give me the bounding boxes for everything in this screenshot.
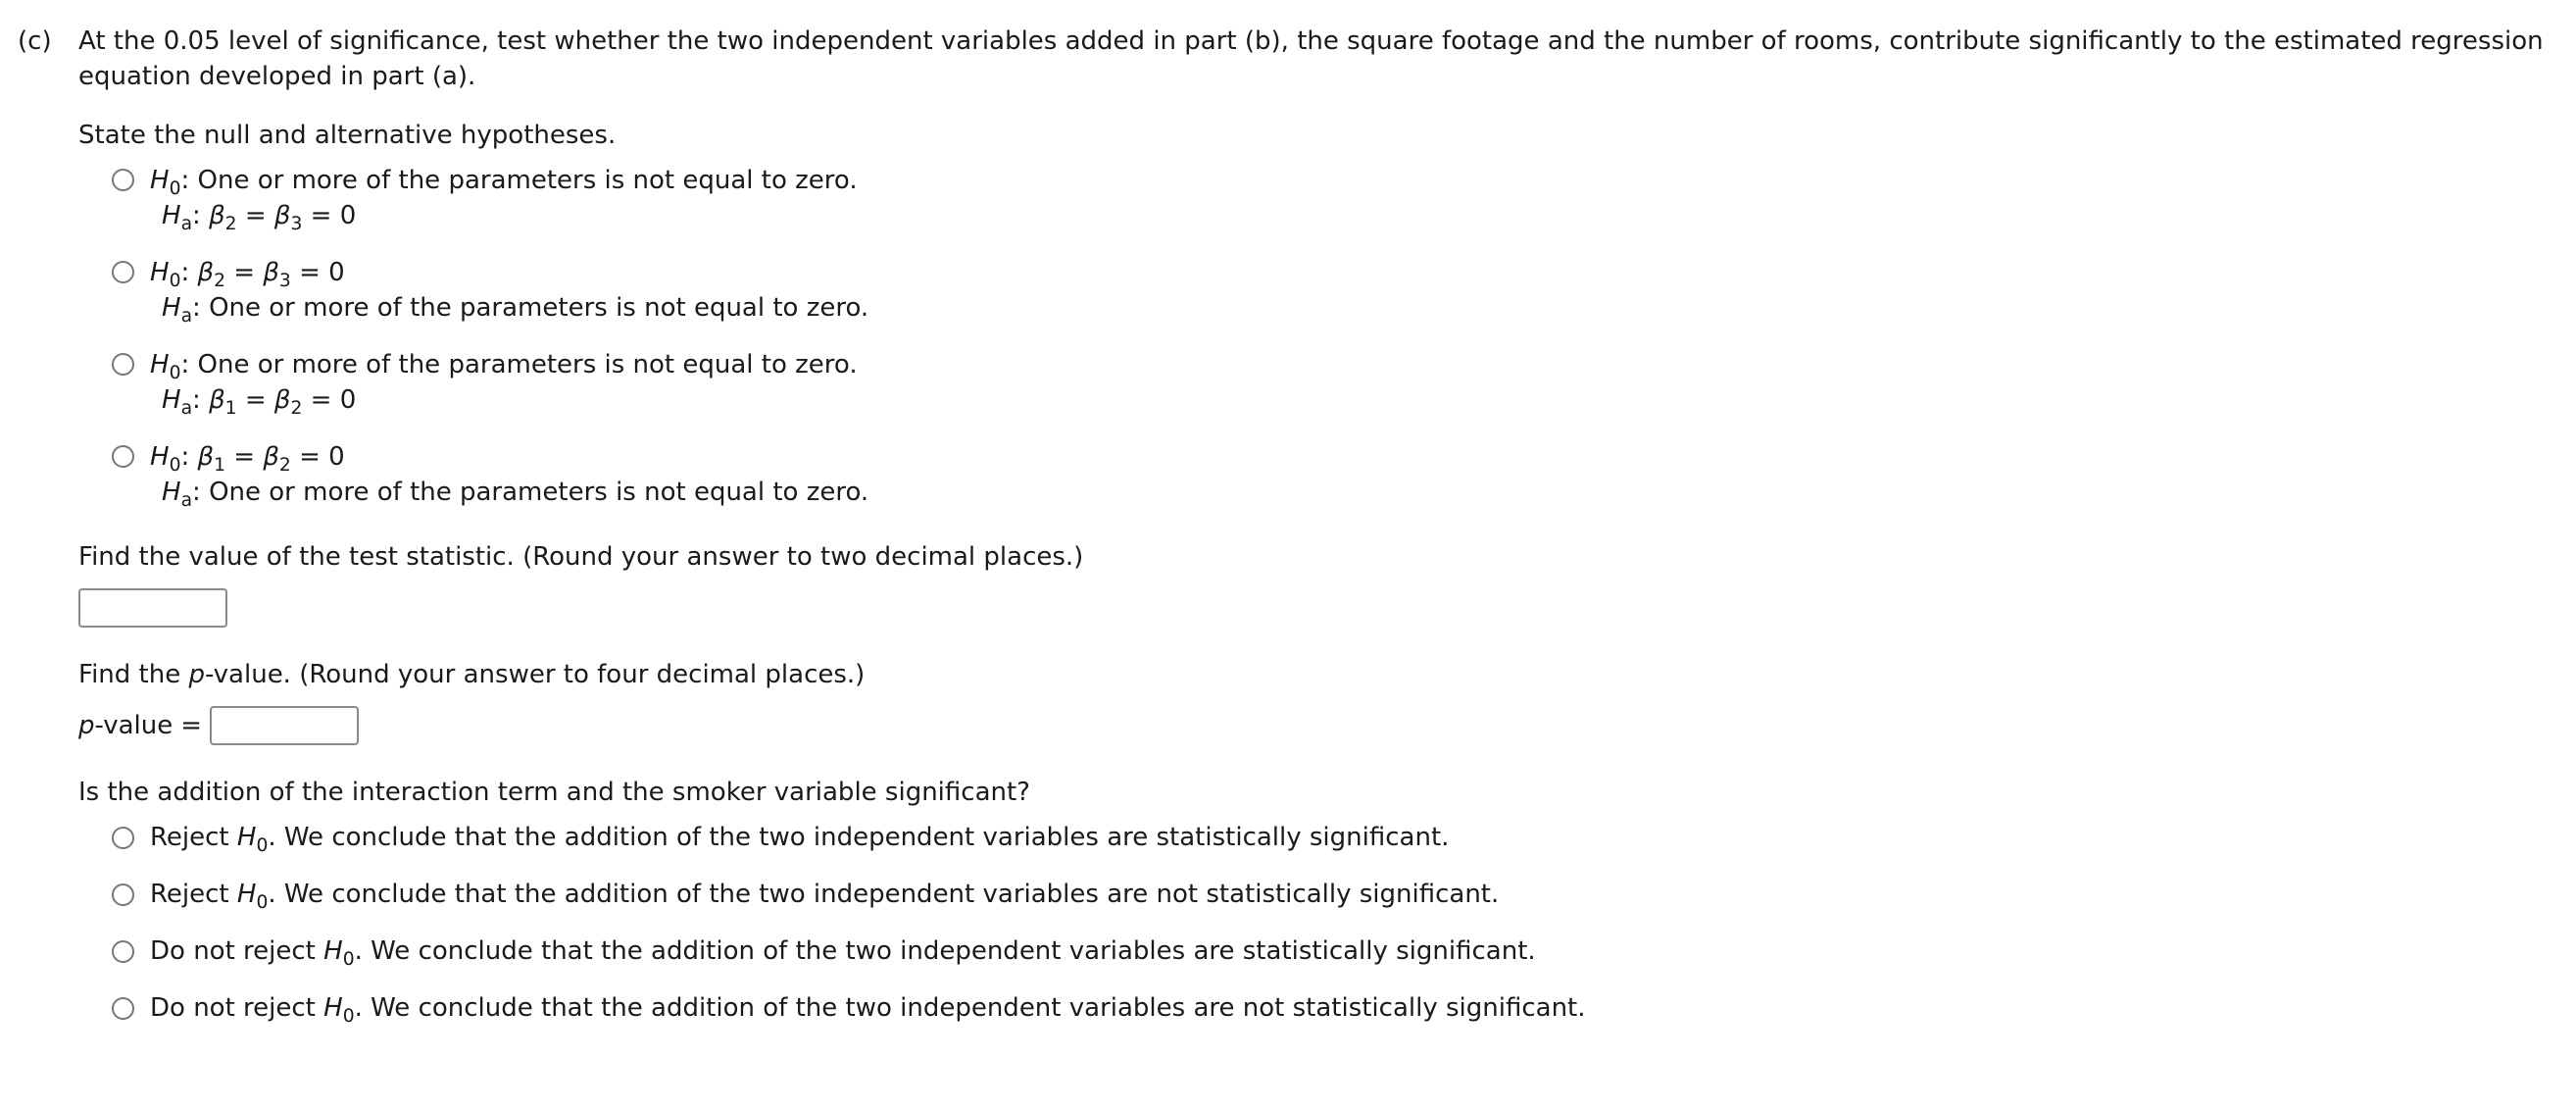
radio-button[interactable] (112, 169, 134, 191)
p-value-prompt: Find the p-value. (Round your answer to four decimal places.) (78, 660, 866, 689)
p-value-row: p-value = (78, 706, 2551, 745)
radio-button[interactable] (112, 261, 134, 283)
radio-button[interactable] (112, 353, 134, 376)
significance-option-1[interactable]: Reject $H_0$. We conclude that the addition of the two independent variables are statistically significant. (112, 820, 2551, 855)
alternative-hypothesis-line: $H_a$: One or more of the parameters is not equal to zero. (162, 293, 869, 327)
significance-option-2[interactable]: Reject $H_0$. We conclude that the addition of the two independent variables are not statistically significant. (112, 877, 2551, 912)
alternative-hypothesis-line: $H_a$: One or more of the parameters is not equal to zero. (162, 478, 869, 511)
null-hypothesis-line: $H_0$: $\beta_2 = \beta_3 = 0$ (150, 258, 345, 291)
part-label: (c) (18, 26, 52, 56)
test-statistic-input[interactable] (78, 588, 227, 628)
significance-prompt: Is the addition of the interaction term and the smoker variable significant? (78, 778, 1030, 807)
part-body (78, 24, 2558, 1047)
null-hypothesis-line: $H_0$: One or more of the parameters is not equal to zero. (150, 350, 858, 383)
question-text: At the 0.05 level of significance, test whether the two independent variables added in part (b), the square footage and the number of rooms, contribute significantly to the estimated regression equation developed in part (a). (78, 26, 2544, 91)
null-hypothesis-line: $H_0$: One or more of the parameters is not equal to zero. (150, 166, 858, 199)
p-value-label: p-value (78, 711, 173, 740)
radio-button[interactable] (112, 940, 134, 963)
p-value-input[interactable] (210, 706, 359, 745)
alternative-hypothesis-line: $H_a$: $\beta_1 = \beta_2 = 0$ (162, 385, 357, 419)
hypotheses-prompt: State the null and alternative hypotheses. (78, 121, 617, 150)
significance-option-4[interactable]: Do not reject $H_0$. We conclude that the addition of the two independent variables are not statistically significant. (112, 990, 2551, 1026)
null-hypothesis-line: $H_0$: $\beta_1 = \beta_2 = 0$ (150, 442, 345, 476)
hypothesis-option-3[interactable] (112, 347, 2551, 418)
hypotheses-choices (112, 163, 2551, 510)
hypothesis-option-4[interactable] (112, 439, 2551, 510)
hypothesis-option-2[interactable] (112, 255, 2551, 326)
test-statistic-prompt: Find the value of the test statistic. (Round your answer to two decimal places.) (78, 542, 1084, 572)
radio-button[interactable] (112, 997, 134, 1020)
radio-button[interactable] (112, 883, 134, 906)
radio-button[interactable] (112, 827, 134, 849)
hypothesis-option-1[interactable] (112, 163, 2551, 233)
significance-option-3[interactable]: Do not reject $H_0$. We conclude that the addition of the two independent variables are statistically significant. (112, 933, 2551, 969)
significance-choices (112, 820, 2551, 1026)
part-c (18, 24, 2558, 1047)
alternative-hypothesis-line: $H_a$: $\beta_2 = \beta_3 = 0$ (162, 201, 357, 234)
radio-button[interactable] (112, 445, 134, 468)
